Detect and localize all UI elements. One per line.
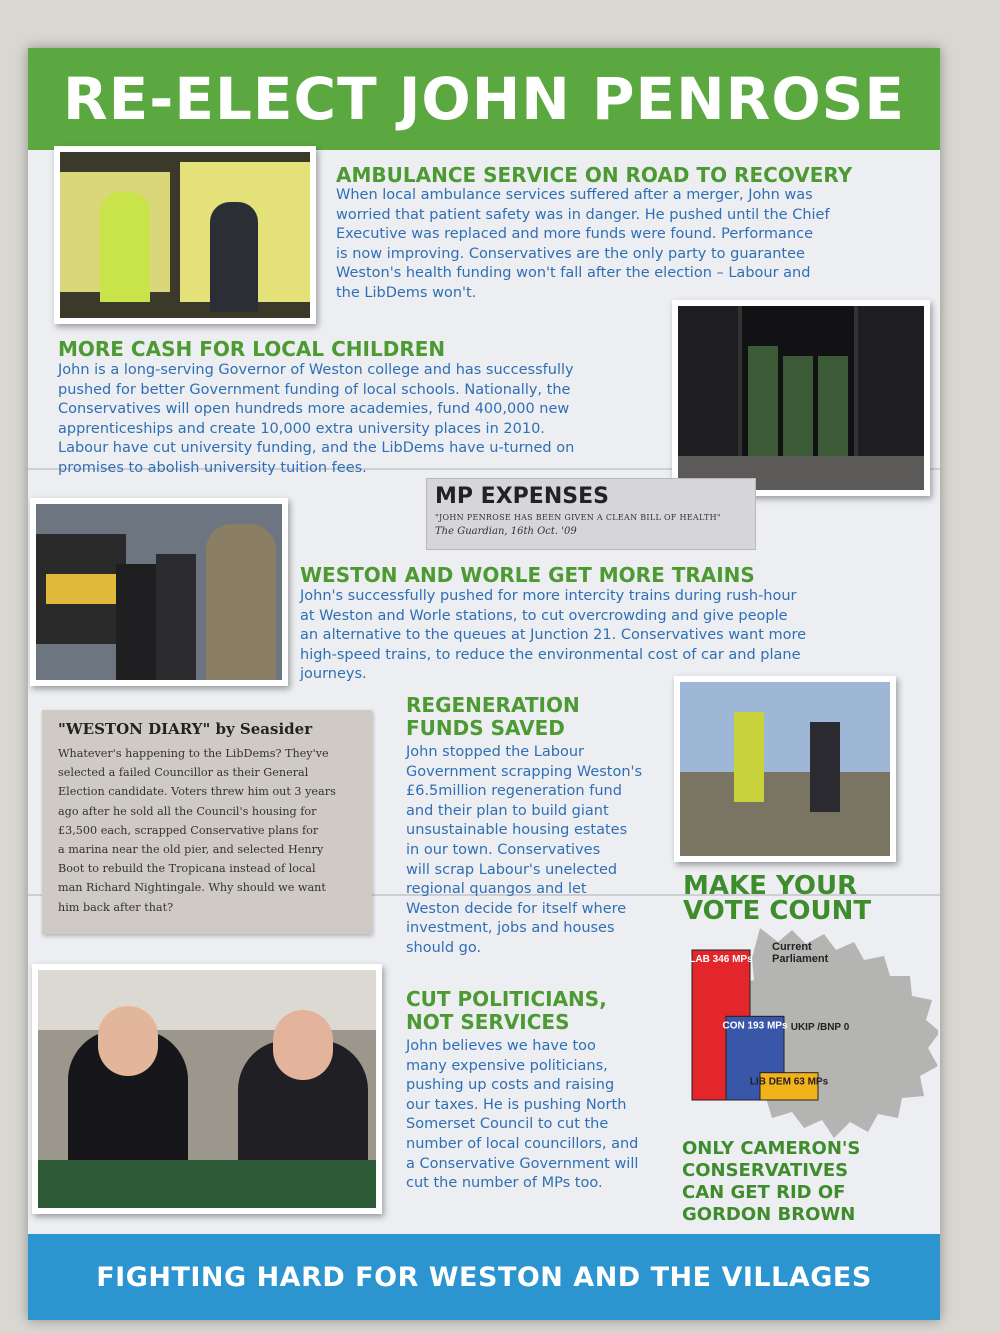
bar-label-con: CON 193 MPs: [722, 1020, 788, 1032]
politicians-body: John believes we have too many expensive politicians, pushing up costs and raising our taxes. He is pushing North Somerset Council to cut the number of local councillors, and a Conservative Government will cut the number of MPs too.: [406, 1038, 639, 1192]
footer-slogan: FIGHTING HARD FOR WESTON AND THE VILLAGES: [28, 1234, 940, 1320]
bar-label-lab: LAB 346 MPs: [689, 954, 753, 965]
regeneration-photo: [674, 676, 896, 862]
vote-count-title: MAKE YOUR VOTE COUNT: [683, 871, 872, 926]
chart-title-line-1: Current: [772, 941, 812, 953]
ambulance-body: When local ambulance services suffered after a merger, John was worried that patient safety was in danger. He pushed until the Chief Executive was replaced and more funds were found. Performance is now improving. Conservatives are the only party to guarantee Weston's health funding won't fall after the election – Labour and the LibDems won't.: [336, 187, 830, 301]
children-headline: MORE CASH FOR LOCAL CHILDREN: [58, 337, 446, 361]
politicians-headline: CUT POLITICIANS, NOT SERVICES: [406, 987, 607, 1034]
expenses-source: The Guardian, 16th Oct. '09: [435, 526, 577, 537]
trains-headline: WESTON AND WORLE GET MORE TRAINS: [300, 563, 755, 587]
regeneration-body: John stopped the Labour Government scrapping Weston's £6.5million regeneration fund and their plan to build giant unsustainable housing estates in our town. Conservatives will scrap Labour's unelected regional quangos and let Weston decide for itself where investment, jobs and houses should go.: [406, 744, 643, 956]
downing-street-photo: [672, 300, 930, 496]
ambulance-photo: [54, 146, 316, 324]
diary-title: "WESTON DIARY" by Seasider: [58, 720, 313, 738]
ambulance-headline: AMBULANCE SERVICE ON ROAD TO RECOVERY: [336, 163, 853, 187]
only-cameron-text: ONLY CAMERON'S CONSERVATIVES CAN GET RID OF GORDON BROWN: [682, 1138, 861, 1225]
parliament-chart: [688, 928, 938, 1138]
diary-body: Whatever's happening to the LibDems? They've selected a failed Councillor as their General Election candidate. Voters threw him out 3 years ago after he sold all the Council's housing for £3,500 each, scrapped Conservative plans for a marina near the old pier, and selected Henry Boot to rebuild the Tropicana instead of local man Richard Nightingale. Why should we want him back after that?: [58, 747, 336, 914]
expenses-quote: "JOHN PENROSE HAS BEEN GIVEN A CLEAN BILL OF HEALTH": [435, 513, 721, 522]
cameron-photo: [32, 964, 382, 1214]
weston-diary: [42, 710, 372, 934]
masthead-title: RE-ELECT JOHN PENROSE: [28, 48, 940, 150]
bar-label-ukip-bnp: UKIP /BNP 0: [790, 1022, 850, 1033]
trains-photo: [30, 498, 288, 686]
trains-body: John's successfully pushed for more intercity trains during rush-hour at Weston and Worle stations, to cut overcrowding and give people an alternative to the queues at Junction 21. Conservatives want more high-speed trains, to reduce the environmental cost of car and plane journeys.: [300, 588, 807, 683]
mp-expenses-box: [426, 478, 756, 550]
children-body: John is a long-serving Governor of Weston college and has successfully pushed for better Government funding of local schools. Nationally, the Conservatives will open hundreds more academies, fund 400,000 new apprenticeships and create 10,000 extra university places in 2010. Labour have cut university funding, and the LibDems have u-turned on promises to abolish university tuition fees.: [58, 362, 575, 476]
chart-title-line-2: Parliament: [772, 953, 829, 965]
bar-label-lib-dem: LIB DEM 63 MPs: [749, 1076, 829, 1088]
expenses-title: MP EXPENSES: [435, 484, 609, 509]
leaflet-page: [28, 48, 940, 1320]
regeneration-headline: REGENERATION FUNDS SAVED: [406, 693, 580, 740]
